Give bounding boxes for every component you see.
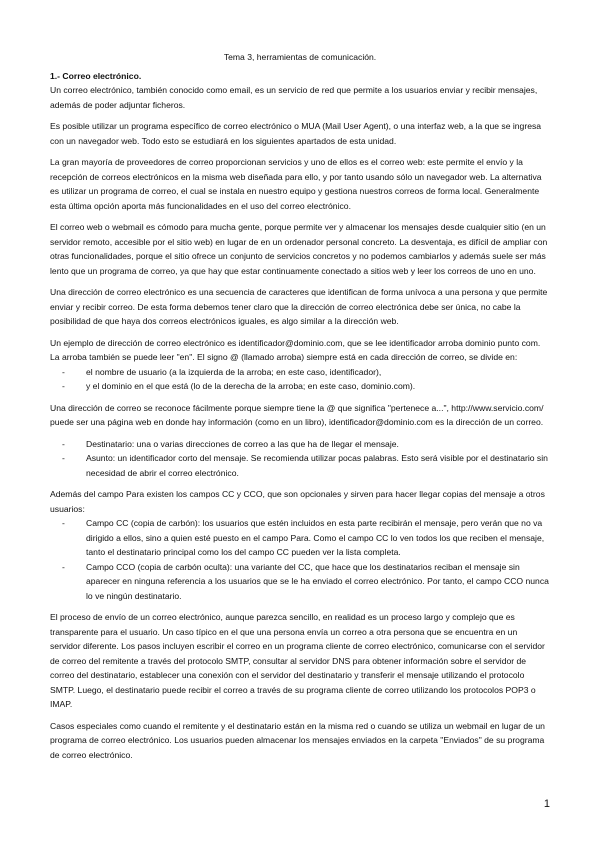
- section-heading: 1.- Correo electrónico.: [50, 70, 142, 81]
- paragraph-1: Un correo electrónico, también conocido como email, es un servicio de red que permite a los usuarios enviar y recibir mensajes, además de poder adjuntar ficheros.: [50, 85, 538, 110]
- fields-list: [50, 437, 550, 481]
- page-number: 1: [543, 798, 550, 810]
- list-item: [50, 516, 550, 560]
- list-bullet: -: [62, 366, 65, 377]
- paragraph-7: Una dirección de correo se reconoce fácilmente porque siempre tiene la @ que significa "pertenece a...", http://www.servicio.com/ puede ser una página web en donde hay información (como en un libro), identificador@dominio.com es la dirección de un correo.: [50, 402, 544, 427]
- paragraph-8: Además del campo Para existen los campos CC y CCO, que son opcionales y sirven para hacer llegar copias del mensaje a otros usuarios:: [50, 489, 545, 514]
- list-bullet: -: [62, 561, 65, 572]
- list-item: [50, 437, 550, 452]
- list-item: [50, 560, 550, 604]
- list-bullet: -: [62, 438, 65, 449]
- paragraph-5: Una dirección de correo electrónico es una secuencia de caracteres que identifican de forma unívoca a una persona y que permite enviar y recibir correo. De esta forma debemos tener claro que la dirección de correo electrónica debe ser única, no cabe la posibilidad de que haya dos correos electrónicos iguales, es algo similar a la dirección web.: [50, 287, 548, 326]
- list-item: [50, 365, 550, 380]
- list-item-text: Campo CCO (copia de carbón oculta): una variante del CC, que hace que los destinatarios reciban el mensaje sin aparecer en ninguna referencia a los usuarios que se le ha enviado el correo electrónico. Por tanto, el campo CCO nunca lo ve ningún destinatario.: [86, 561, 549, 601]
- paragraph-2: Es posible utilizar un programa específico de correo electrónico o MUA (Mail User Agent), o una interfaz web, a la que se ingresa con un navegador web. Todo esto se estudiará en los siguientes apartados de esta unidad.: [50, 121, 542, 146]
- paragraph-3: La gran mayoría de proveedores de correo proporcionan servicios y uno de ellos es el correo web: este permite el envío y la recepción de correos electrónicos en la misma web diseñada para ello, y por tanto usando sólo un navegador web. La alternativa es utilizar un programa de correo, el cual se instala en nuestro equipo y gestiona nuestros correos de forma local. Generalmente esta última opción aporta más funcionalidades en el uso del correo electrónico.: [50, 157, 542, 211]
- list-item: [50, 379, 550, 394]
- paragraph-9: El proceso de envío de un correo electrónico, aunque parezca sencillo, en realidad es un proceso largo y complejo que es transparente para el usuario. Un caso típico en el que una persona envía un correo a otra persona que se encuentra en un servidor diferente. Los pasos incluyen escribir el correo en un programa cliente de correo electrónico, comunicarse con el servidor de correo del remitente a través del protocolo SMTP, consultar al servidor DNS para obtener información sobre el servidor de correo del destinatario, establecer una conexión con el servidor del destinatario y transferir el mensaje utilizando el protocolo SMTP. Luego, el destinatario puede recibir el correo a través de su programa cliente de correo utilizando los protocolos POP3 o IMAP.: [50, 612, 545, 709]
- list-item-text: y el dominio en el que está (lo de la derecha de la arroba; en este caso, dominio.com).: [86, 381, 416, 391]
- list-bullet: -: [62, 381, 65, 391]
- list-bullet: -: [62, 453, 65, 463]
- list-bullet: -: [62, 518, 65, 528]
- paragraph-10: Casos especiales como cuando el remitente y el destinatario están en la misma red o cuando se utiliza un webmail en lugar de un programa de correo electrónico. Los usuarios pueden almacenar los mensajes enviados en la carpeta "Enviados" de su programa de correo electrónico.: [50, 720, 545, 760]
- address-parts-list: [50, 365, 550, 394]
- document-title: Tema 3, herramientas de comunicación.: [223, 52, 377, 62]
- paragraph-4: El correo web o webmail es cómodo para mucha gente, porque permite ver y almacenar los mensajes desde cualquier sitio (en un servidor remoto, accesible por el sitio web) en lugar de en un ordenador personal concreto. La desventaja, es difícil de ampliar con otras funcionalidades, porque el sitio ofrece un conjunto de servicios concretos y no podemos cambiarlos y además suele ser más lento que un programa de correo, ya que hay que estar continuamente conectado a sitios web y leer los correos de uno en uno.: [50, 222, 548, 276]
- list-item-text: Asunto: un identificador corto del mensaje. Se recomienda utilizar pocas palabras. Esto será visible por el destinatario sin necesidad de abrir el correo electrónico.: [86, 453, 548, 478]
- paragraph-6: Un ejemplo de dirección de correo electrónico es identificador@dominio.com, que se lee identificador arroba dominio punto com. La arroba también se puede leer "en". El signo @ (llamado arroba) siempre está en cada dirección de correo, se divide en:: [50, 337, 541, 362]
- copy-fields-list: [50, 516, 550, 603]
- list-item: [50, 451, 550, 480]
- list-item-text: Destinatario: una o varias direcciones de correo a las que ha de llegar el mensaje.: [86, 438, 399, 449]
- list-item-text: Campo CC (copia de carbón): los usuarios que estén incluidos en esta parte recibirán el mensaje, pero verán que no va dirigido a ellos, sino a quien esté puesto en el campo Para. Como el campo CC lo ven todos los que reciben el mensaje, tanto el destinatario principal como los del campo CC pueden ver la lista completa.: [86, 518, 545, 557]
- list-item-text: el nombre de usuario (a la izquierda de la arroba; en este caso, identificador),: [86, 366, 382, 377]
